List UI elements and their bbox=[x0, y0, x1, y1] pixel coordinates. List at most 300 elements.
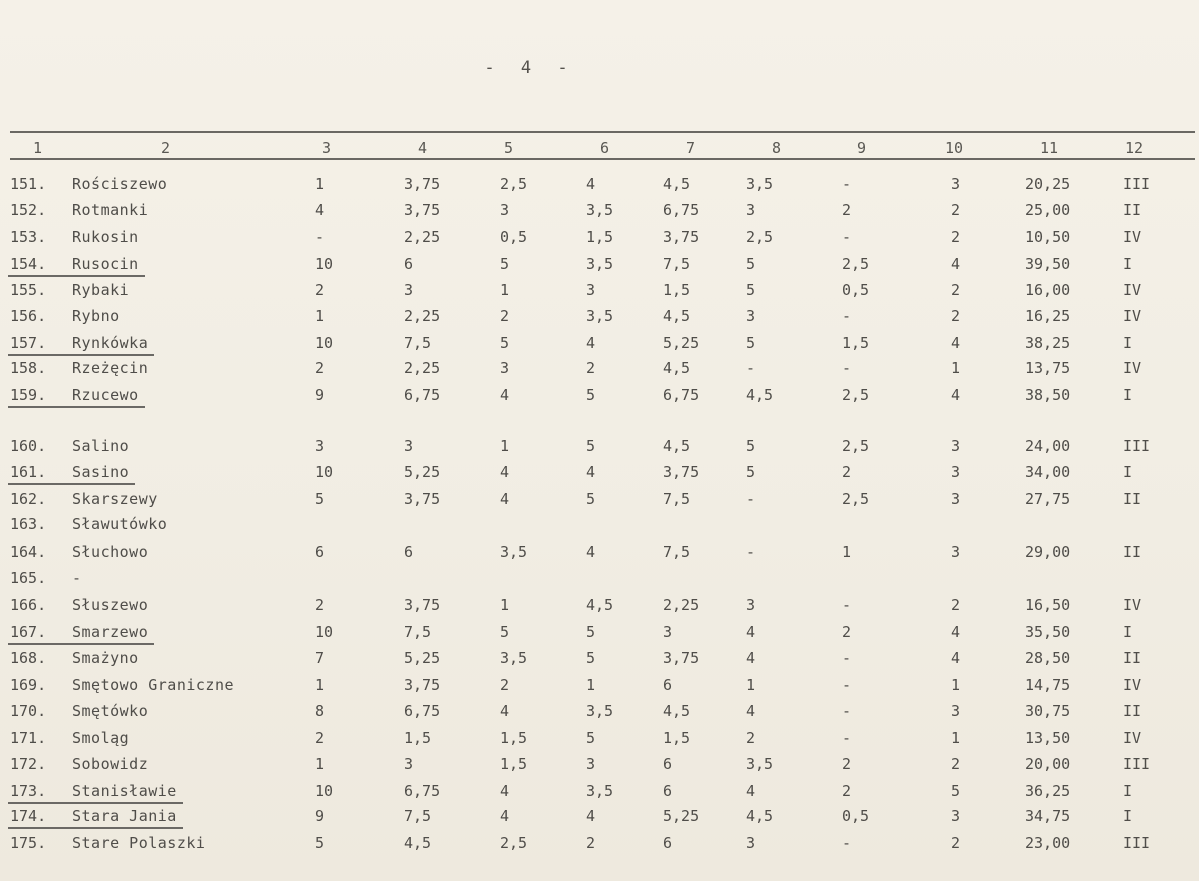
cell-c10: 2 bbox=[951, 201, 961, 219]
table-row bbox=[0, 701, 1199, 727]
cell-c12: II bbox=[1123, 490, 1142, 508]
locality-name: Sławutówko bbox=[72, 515, 168, 533]
cell-c5: 4 bbox=[500, 490, 510, 508]
cell-c4: 3 bbox=[404, 437, 414, 455]
page-number: - 4 - bbox=[484, 58, 576, 78]
cell-c3: 2 bbox=[315, 281, 325, 299]
cell-c6: 5 bbox=[586, 623, 596, 641]
row-number: 156. bbox=[10, 307, 47, 325]
cell-c9: - bbox=[842, 228, 852, 246]
cell-c11: 36,25 bbox=[1025, 782, 1071, 800]
cell-c12: IV bbox=[1123, 359, 1142, 377]
header-col-6: 6 bbox=[600, 139, 610, 157]
table-row bbox=[0, 728, 1199, 754]
cell-c9: 2,5 bbox=[842, 490, 870, 508]
cell-c10: 3 bbox=[951, 437, 961, 455]
cell-c3: 5 bbox=[315, 834, 325, 852]
cell-c5: 2 bbox=[500, 676, 510, 694]
cell-c3: 7 bbox=[315, 649, 325, 667]
header-col-9: 9 bbox=[857, 139, 867, 157]
table-row bbox=[0, 595, 1199, 621]
table-row bbox=[0, 648, 1199, 674]
cell-c11: 34,75 bbox=[1025, 807, 1071, 825]
cell-c3: 10 bbox=[315, 334, 334, 352]
cell-c9: 2 bbox=[842, 463, 852, 481]
row-number: 160. bbox=[10, 437, 47, 455]
cell-c3: - bbox=[315, 228, 325, 246]
cell-c8: 4 bbox=[746, 782, 756, 800]
cell-c11: 35,50 bbox=[1025, 623, 1071, 641]
table-row bbox=[0, 333, 1199, 359]
cell-c3: 5 bbox=[315, 490, 325, 508]
cell-c7: 7,5 bbox=[663, 490, 691, 508]
cell-c7: 7,5 bbox=[663, 543, 691, 561]
cell-c11: 23,00 bbox=[1025, 834, 1071, 852]
cell-c10: 2 bbox=[951, 307, 961, 325]
cell-c11: 16,50 bbox=[1025, 596, 1071, 614]
locality-name: Stare Polaszki bbox=[72, 834, 206, 852]
cell-c3: 10 bbox=[315, 463, 334, 481]
cell-c6: 5 bbox=[586, 649, 596, 667]
cell-c12: IV bbox=[1123, 676, 1142, 694]
cell-c7: 6 bbox=[663, 834, 673, 852]
cell-c12: I bbox=[1123, 334, 1133, 352]
cell-c8: - bbox=[746, 543, 756, 561]
row-number: 169. bbox=[10, 676, 47, 694]
cell-c12: I bbox=[1123, 463, 1133, 481]
cell-c11: 25,00 bbox=[1025, 201, 1071, 219]
cell-c11: 38,25 bbox=[1025, 334, 1071, 352]
row-number: 153. bbox=[10, 228, 47, 246]
cell-c11: 16,25 bbox=[1025, 307, 1071, 325]
locality-name: Salino bbox=[72, 437, 130, 455]
cell-c9: 0,5 bbox=[842, 807, 870, 825]
row-number: 158. bbox=[10, 359, 47, 377]
locality-name: Smażyno bbox=[72, 649, 139, 667]
locality-name: Skarszewy bbox=[72, 490, 158, 508]
header-col-11: 11 bbox=[1040, 139, 1059, 157]
cell-c7: 3,75 bbox=[663, 228, 700, 246]
cell-c9: - bbox=[842, 307, 852, 325]
cell-c5: 3 bbox=[500, 201, 510, 219]
cell-c8: 1 bbox=[746, 676, 756, 694]
locality-name: Sasino bbox=[72, 463, 130, 481]
table-row bbox=[0, 254, 1199, 280]
cell-c8: - bbox=[746, 359, 756, 377]
cell-c11: 39,50 bbox=[1025, 255, 1071, 273]
cell-c12: III bbox=[1123, 175, 1151, 193]
cell-c6: 3 bbox=[586, 281, 596, 299]
cell-c9: 2 bbox=[842, 755, 852, 773]
cell-c3: 6 bbox=[315, 543, 325, 561]
row-number: 171. bbox=[10, 729, 47, 747]
table-row bbox=[0, 622, 1199, 648]
cell-c10: 2 bbox=[951, 596, 961, 614]
cell-c6: 1 bbox=[586, 676, 596, 694]
row-number: 151. bbox=[10, 175, 47, 193]
cell-c3: 1 bbox=[315, 307, 325, 325]
name-underline bbox=[8, 483, 135, 485]
cell-c5: 4 bbox=[500, 386, 510, 404]
cell-c4: 2,25 bbox=[404, 228, 441, 246]
cell-c12: II bbox=[1123, 201, 1142, 219]
cell-c4: 7,5 bbox=[404, 623, 432, 641]
cell-c8: 4 bbox=[746, 649, 756, 667]
cell-c10: 3 bbox=[951, 490, 961, 508]
cell-c3: 2 bbox=[315, 729, 325, 747]
row-number: 173. bbox=[10, 782, 47, 800]
cell-c5: 2,5 bbox=[500, 175, 528, 193]
locality-name: Rotmanki bbox=[72, 201, 149, 219]
cell-c5: 5 bbox=[500, 255, 510, 273]
table-row bbox=[0, 385, 1199, 411]
row-number: 170. bbox=[10, 702, 47, 720]
cell-c3: 4 bbox=[315, 201, 325, 219]
table-row bbox=[0, 227, 1199, 253]
table-row bbox=[0, 174, 1199, 200]
cell-c3: 9 bbox=[315, 386, 325, 404]
cell-c4: 5,25 bbox=[404, 649, 441, 667]
cell-c6: 3,5 bbox=[586, 782, 614, 800]
cell-c4: 3,75 bbox=[404, 596, 441, 614]
cell-c12: I bbox=[1123, 623, 1133, 641]
cell-c6: 5 bbox=[586, 386, 596, 404]
cell-c4: 5,25 bbox=[404, 463, 441, 481]
cell-c4: 7,5 bbox=[404, 334, 432, 352]
cell-c12: IV bbox=[1123, 281, 1142, 299]
cell-c10: 2 bbox=[951, 755, 961, 773]
cell-c7: 6 bbox=[663, 755, 673, 773]
cell-c11: 24,00 bbox=[1025, 437, 1071, 455]
cell-c8: 3 bbox=[746, 834, 756, 852]
cell-c8: 4 bbox=[746, 702, 756, 720]
cell-c9: 1,5 bbox=[842, 334, 870, 352]
cell-c10: 5 bbox=[951, 782, 961, 800]
cell-c11: 30,75 bbox=[1025, 702, 1071, 720]
table-top-rule bbox=[10, 131, 1195, 133]
header-col-1: 1 bbox=[33, 139, 43, 157]
cell-c8: 5 bbox=[746, 281, 756, 299]
cell-c3: 10 bbox=[315, 623, 334, 641]
cell-c4: 3,75 bbox=[404, 676, 441, 694]
cell-c4: 6,75 bbox=[404, 386, 441, 404]
cell-c11: 29,00 bbox=[1025, 543, 1071, 561]
cell-c5: 5 bbox=[500, 623, 510, 641]
locality-name: Rzucewo bbox=[72, 386, 139, 404]
cell-c7: 5,25 bbox=[663, 334, 700, 352]
cell-c9: - bbox=[842, 702, 852, 720]
header-col-3: 3 bbox=[322, 139, 332, 157]
cell-c9: - bbox=[842, 834, 852, 852]
cell-c4: 3,75 bbox=[404, 201, 441, 219]
cell-c9: 2,5 bbox=[842, 437, 870, 455]
cell-c8: 3,5 bbox=[746, 755, 774, 773]
cell-c8: 5 bbox=[746, 255, 756, 273]
cell-c3: 10 bbox=[315, 782, 334, 800]
cell-c3: 8 bbox=[315, 702, 325, 720]
cell-c9: 2 bbox=[842, 623, 852, 641]
cell-c11: 28,50 bbox=[1025, 649, 1071, 667]
table-row bbox=[0, 754, 1199, 780]
cell-c10: 2 bbox=[951, 834, 961, 852]
cell-c8: 3 bbox=[746, 201, 756, 219]
cell-c4: 6,75 bbox=[404, 782, 441, 800]
cell-c12: I bbox=[1123, 782, 1133, 800]
row-number: 161. bbox=[10, 463, 47, 481]
row-number: 174. bbox=[10, 807, 47, 825]
cell-c9: 0,5 bbox=[842, 281, 870, 299]
cell-c4: 3 bbox=[404, 755, 414, 773]
cell-c8: 5 bbox=[746, 437, 756, 455]
row-number: 165. bbox=[10, 569, 47, 587]
name-underline bbox=[8, 406, 145, 408]
cell-c9: 2,5 bbox=[842, 255, 870, 273]
locality-name: Rybno bbox=[72, 307, 120, 325]
cell-c6: 3 bbox=[586, 755, 596, 773]
name-underline bbox=[8, 802, 183, 804]
cell-c7: 5,25 bbox=[663, 807, 700, 825]
cell-c5: 4 bbox=[500, 782, 510, 800]
cell-c8: 2 bbox=[746, 729, 756, 747]
cell-c7: 6,75 bbox=[663, 201, 700, 219]
cell-c6: 4 bbox=[586, 175, 596, 193]
cell-c6: 3,5 bbox=[586, 255, 614, 273]
locality-name: Stanisławie bbox=[72, 782, 177, 800]
cell-c5: 1 bbox=[500, 437, 510, 455]
cell-c10: 1 bbox=[951, 676, 961, 694]
cell-c3: 9 bbox=[315, 807, 325, 825]
header-col-5: 5 bbox=[504, 139, 514, 157]
cell-c10: 4 bbox=[951, 334, 961, 352]
cell-c7: 2,25 bbox=[663, 596, 700, 614]
cell-c7: 3 bbox=[663, 623, 673, 641]
row-number: 154. bbox=[10, 255, 47, 273]
cell-c9: - bbox=[842, 175, 852, 193]
cell-c8: 5 bbox=[746, 334, 756, 352]
table-row bbox=[0, 436, 1199, 462]
row-number: 155. bbox=[10, 281, 47, 299]
cell-c10: 1 bbox=[951, 359, 961, 377]
cell-c7: 7,5 bbox=[663, 255, 691, 273]
cell-c4: 4,5 bbox=[404, 834, 432, 852]
cell-c6: 3,5 bbox=[586, 307, 614, 325]
cell-c3: 1 bbox=[315, 755, 325, 773]
cell-c6: 3,5 bbox=[586, 201, 614, 219]
table-row bbox=[0, 489, 1199, 515]
cell-c7: 3,75 bbox=[663, 649, 700, 667]
cell-c3: 1 bbox=[315, 676, 325, 694]
cell-c8: - bbox=[746, 490, 756, 508]
locality-name: Smętowo Graniczne bbox=[72, 676, 235, 694]
cell-c5: 5 bbox=[500, 334, 510, 352]
cell-c6: 2 bbox=[586, 359, 596, 377]
cell-c9: 2 bbox=[842, 782, 852, 800]
table-row bbox=[0, 675, 1199, 701]
cell-c12: I bbox=[1123, 386, 1133, 404]
cell-c10: 3 bbox=[951, 702, 961, 720]
row-number: 167. bbox=[10, 623, 47, 641]
name-underline bbox=[8, 354, 154, 356]
cell-c6: 2 bbox=[586, 834, 596, 852]
cell-c4: 6 bbox=[404, 543, 414, 561]
cell-c10: 4 bbox=[951, 649, 961, 667]
row-number: 168. bbox=[10, 649, 47, 667]
cell-c9: - bbox=[842, 596, 852, 614]
cell-c10: 3 bbox=[951, 463, 961, 481]
cell-c11: 20,00 bbox=[1025, 755, 1071, 773]
cell-c11: 10,50 bbox=[1025, 228, 1071, 246]
cell-c11: 14,75 bbox=[1025, 676, 1071, 694]
cell-c10: 3 bbox=[951, 543, 961, 561]
cell-c5: 4 bbox=[500, 807, 510, 825]
row-number: 172. bbox=[10, 755, 47, 773]
cell-c9: - bbox=[842, 729, 852, 747]
cell-c5: 2 bbox=[500, 307, 510, 325]
table-row bbox=[0, 462, 1199, 488]
cell-c12: II bbox=[1123, 649, 1142, 667]
cell-c7: 3,75 bbox=[663, 463, 700, 481]
row-number: 159. bbox=[10, 386, 47, 404]
cell-c11: 38,50 bbox=[1025, 386, 1071, 404]
locality-name: Rynkówka bbox=[72, 334, 149, 352]
cell-c5: 1,5 bbox=[500, 755, 528, 773]
cell-c6: 5 bbox=[586, 729, 596, 747]
cell-c4: 6 bbox=[404, 255, 414, 273]
cell-c12: I bbox=[1123, 255, 1133, 273]
cell-c11: 34,00 bbox=[1025, 463, 1071, 481]
cell-c12: IV bbox=[1123, 729, 1142, 747]
row-number: 175. bbox=[10, 834, 47, 852]
cell-c10: 3 bbox=[951, 175, 961, 193]
locality-name: Rzeżęcin bbox=[72, 359, 149, 377]
cell-c11: 27,75 bbox=[1025, 490, 1071, 508]
locality-name: Smarzewo bbox=[72, 623, 149, 641]
cell-c4: 2,25 bbox=[404, 359, 441, 377]
cell-c5: 4 bbox=[500, 702, 510, 720]
cell-c6: 4 bbox=[586, 463, 596, 481]
cell-c7: 6 bbox=[663, 782, 673, 800]
cell-c4: 6,75 bbox=[404, 702, 441, 720]
cell-c8: 3 bbox=[746, 596, 756, 614]
cell-c4: 3,75 bbox=[404, 175, 441, 193]
table-row bbox=[0, 542, 1199, 568]
cell-c10: 4 bbox=[951, 623, 961, 641]
cell-c8: 3 bbox=[746, 307, 756, 325]
cell-c5: 3,5 bbox=[500, 543, 528, 561]
locality-name: Smoląg bbox=[72, 729, 130, 747]
locality-name: Rościszewo bbox=[72, 175, 168, 193]
cell-c7: 4,5 bbox=[663, 702, 691, 720]
cell-c11: 16,00 bbox=[1025, 281, 1071, 299]
cell-c3: 10 bbox=[315, 255, 334, 273]
cell-c7: 1,5 bbox=[663, 729, 691, 747]
cell-c7: 4,5 bbox=[663, 175, 691, 193]
name-underline bbox=[8, 643, 154, 645]
cell-c5: 3 bbox=[500, 359, 510, 377]
cell-c6: 5 bbox=[586, 490, 596, 508]
header-col-10: 10 bbox=[945, 139, 964, 157]
name-underline bbox=[8, 275, 145, 277]
row-number: 157. bbox=[10, 334, 47, 352]
cell-c5: 0,5 bbox=[500, 228, 528, 246]
cell-c12: III bbox=[1123, 755, 1151, 773]
cell-c10: 2 bbox=[951, 228, 961, 246]
cell-c5: 1 bbox=[500, 281, 510, 299]
cell-c4: 1,5 bbox=[404, 729, 432, 747]
locality-name: Słuszewo bbox=[72, 596, 149, 614]
cell-c7: 1,5 bbox=[663, 281, 691, 299]
cell-c10: 4 bbox=[951, 255, 961, 273]
cell-c6: 1,5 bbox=[586, 228, 614, 246]
cell-c12: IV bbox=[1123, 596, 1142, 614]
cell-c6: 4 bbox=[586, 334, 596, 352]
table-row bbox=[0, 806, 1199, 832]
table-row bbox=[0, 200, 1199, 226]
table-row bbox=[0, 833, 1199, 859]
header-col-4: 4 bbox=[418, 139, 428, 157]
cell-c12: I bbox=[1123, 807, 1133, 825]
cell-c4: 7,5 bbox=[404, 807, 432, 825]
cell-c7: 4,5 bbox=[663, 437, 691, 455]
cell-c9: 1 bbox=[842, 543, 852, 561]
row-number: 163. bbox=[10, 515, 47, 533]
cell-c7: 4,5 bbox=[663, 307, 691, 325]
cell-c5: 1 bbox=[500, 596, 510, 614]
locality-name: - bbox=[72, 569, 82, 587]
cell-c10: 4 bbox=[951, 386, 961, 404]
cell-c11: 13,50 bbox=[1025, 729, 1071, 747]
cell-c6: 4,5 bbox=[586, 596, 614, 614]
row-number: 152. bbox=[10, 201, 47, 219]
cell-c8: 4,5 bbox=[746, 386, 774, 404]
table-row bbox=[0, 358, 1199, 384]
cell-c5: 3,5 bbox=[500, 649, 528, 667]
cell-c5: 1,5 bbox=[500, 729, 528, 747]
locality-name: Rukosin bbox=[72, 228, 139, 246]
cell-c12: II bbox=[1123, 543, 1142, 561]
row-number: 162. bbox=[10, 490, 47, 508]
cell-c9: - bbox=[842, 359, 852, 377]
table-row bbox=[0, 280, 1199, 306]
locality-name: Rybaki bbox=[72, 281, 130, 299]
cell-c8: 4,5 bbox=[746, 807, 774, 825]
cell-c12: IV bbox=[1123, 307, 1142, 325]
cell-c3: 3 bbox=[315, 437, 325, 455]
cell-c10: 1 bbox=[951, 729, 961, 747]
cell-c6: 5 bbox=[586, 437, 596, 455]
cell-c5: 2,5 bbox=[500, 834, 528, 852]
header-col-12: 12 bbox=[1125, 139, 1144, 157]
cell-c4: 3,75 bbox=[404, 490, 441, 508]
cell-c8: 2,5 bbox=[746, 228, 774, 246]
cell-c8: 5 bbox=[746, 463, 756, 481]
locality-name: Stara Jania bbox=[72, 807, 177, 825]
cell-c12: IV bbox=[1123, 228, 1142, 246]
table-row bbox=[0, 514, 1199, 540]
cell-c5: 4 bbox=[500, 463, 510, 481]
locality-name: Smętówko bbox=[72, 702, 149, 720]
cell-c11: 13,75 bbox=[1025, 359, 1071, 377]
cell-c6: 4 bbox=[586, 807, 596, 825]
cell-c8: 4 bbox=[746, 623, 756, 641]
cell-c8: 3,5 bbox=[746, 175, 774, 193]
row-number: 164. bbox=[10, 543, 47, 561]
cell-c12: III bbox=[1123, 437, 1151, 455]
cell-c10: 3 bbox=[951, 807, 961, 825]
cell-c11: 20,25 bbox=[1025, 175, 1071, 193]
cell-c10: 2 bbox=[951, 281, 961, 299]
cell-c6: 4 bbox=[586, 543, 596, 561]
